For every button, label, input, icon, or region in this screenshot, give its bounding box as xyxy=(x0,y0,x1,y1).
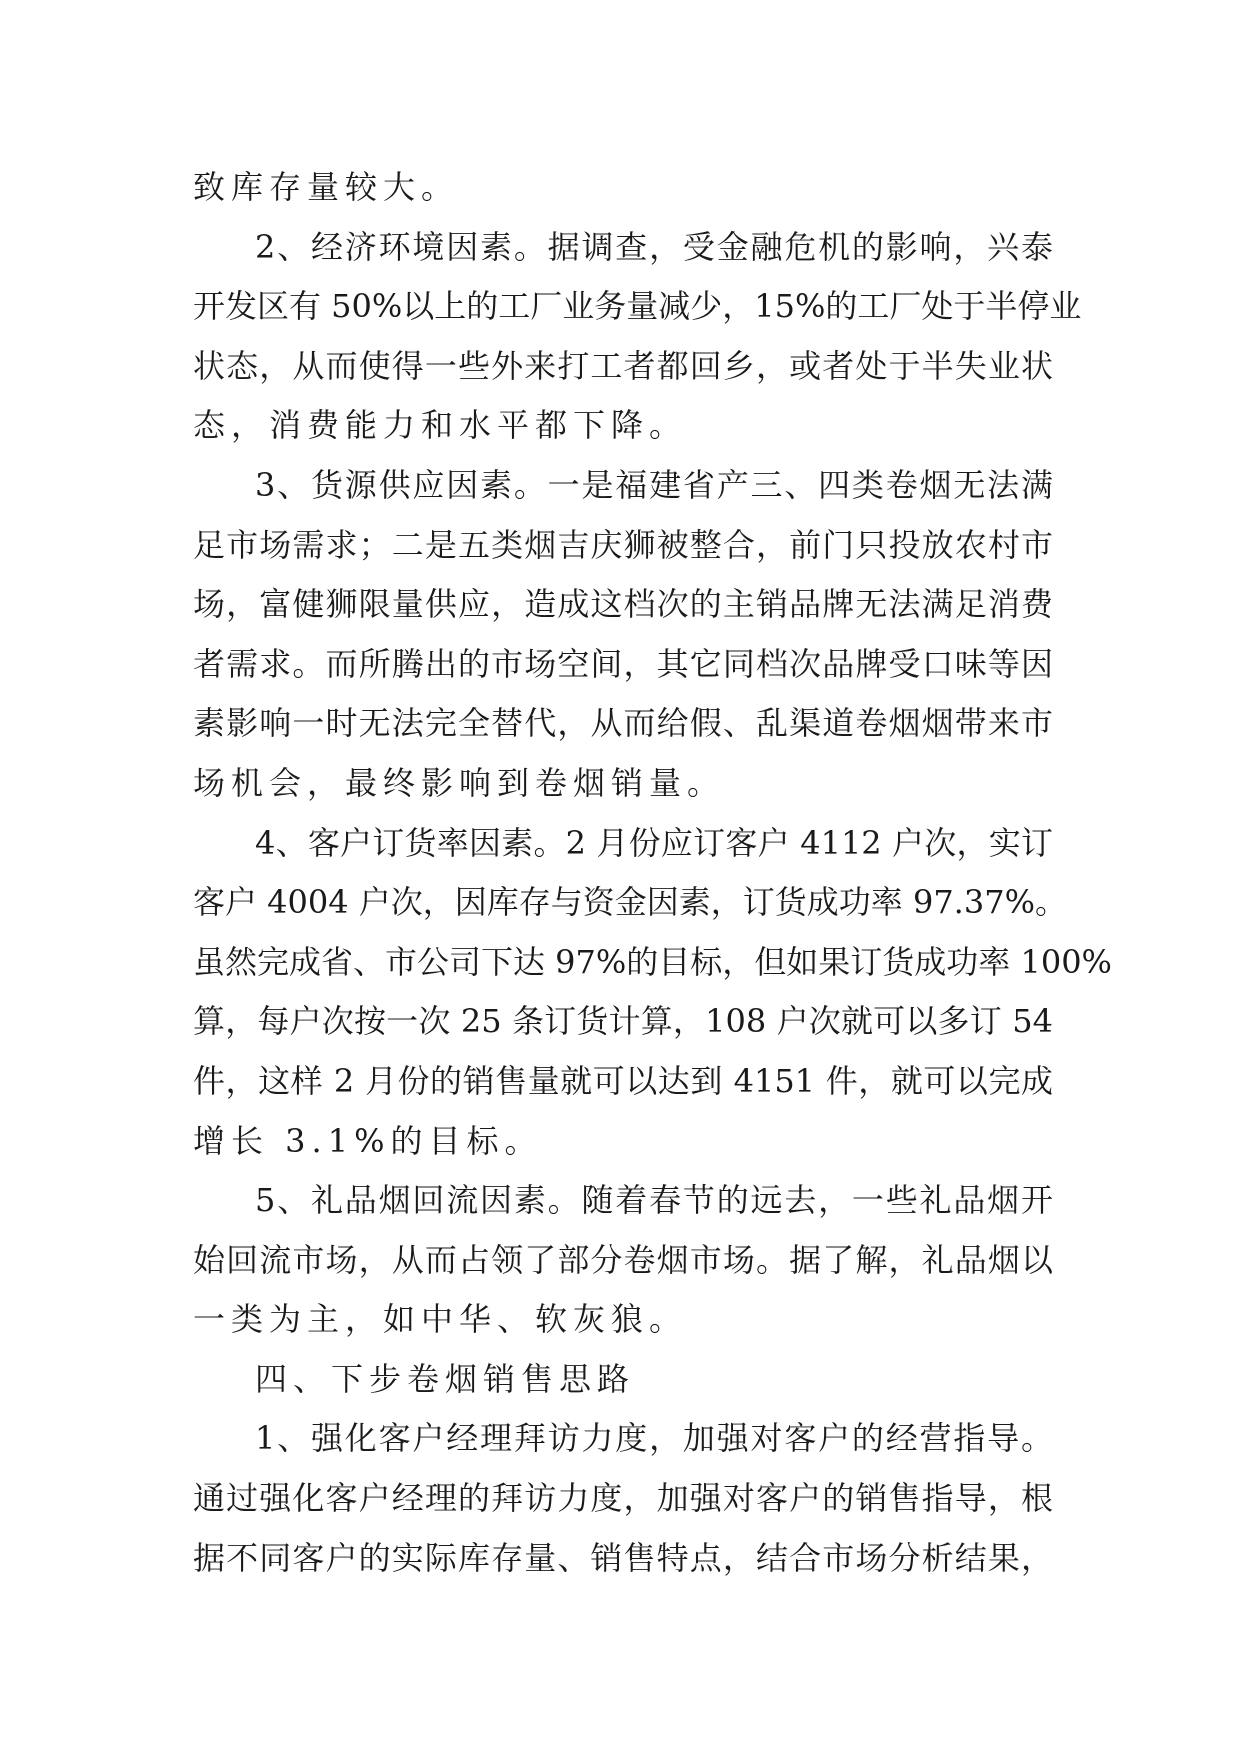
paragraph-start-line: 3、货源供应因素。一是福建省产三、四类卷烟无法满 xyxy=(255,465,1053,504)
text-line: 客户 4004 户次，因库存与资金因素，订货成功率 97.37%。 xyxy=(193,883,1067,922)
text-line: 开发区有 50%以上的工厂业务量减少，15%的工厂处于半停业 xyxy=(193,287,1082,326)
text-line: 状态，从而使得一些外来打工者都回乡，或者处于半失业状 xyxy=(193,346,1053,385)
paragraph-start-line: 4、客户订货率因素。2 月份应订客户 4112 户次，实订 xyxy=(255,823,1053,862)
section-heading: 四、下步卷烟销售思路 xyxy=(255,1359,636,1398)
text-line: 虽然完成省、市公司下达 97%的目标，但如果订货成功率 100% xyxy=(193,942,1112,981)
text-line: 算，每户次按一次 25 条订货计算，108 户次就可以多订 54 xyxy=(193,1002,1053,1041)
paragraph-start-line: 2、经济环境因素。据调查，受金融危机的影响，兴泰 xyxy=(255,227,1053,266)
text-line: 件，这样 2 月份的销售量就可以达到 4151 件，就可以完成 xyxy=(193,1061,1053,1100)
text-line: 通过强化客户经理的拜访力度，加强对客户的销售指导，根 xyxy=(193,1479,1053,1518)
paragraph-start-line: 1、强化客户经理拜访力度，加强对客户的经营指导。 xyxy=(255,1419,1053,1458)
text-line: 者需求。而所腾出的市场空间，其它同档次品牌受口味等因 xyxy=(193,644,1053,683)
document-body xyxy=(193,158,1112,1588)
text-line: 据不同客户的实际库存量、销售特点，结合市场分析结果， xyxy=(193,1538,1053,1577)
text-line: 场，富健狮限量供应，造成这档次的主销品牌无法满足消费 xyxy=(193,585,1053,624)
text-line: 足市场需求；二是五类烟吉庆狮被整合，前门只投放农村市 xyxy=(193,525,1053,564)
text-line: 增长 3.1%的目标。 xyxy=(193,1121,543,1160)
text-line: 一类为主，如中华、软灰狼。 xyxy=(193,1300,688,1339)
paragraph-start-line: 5、礼品烟回流因素。随着春节的远去，一些礼品烟开 xyxy=(255,1181,1053,1220)
text-line: 场机会，最终影响到卷烟销量。 xyxy=(193,763,726,802)
text-line: 始回流市场，从而占领了部分卷烟市场。据了解，礼品烟以 xyxy=(193,1240,1053,1279)
text-line: 态，消费能力和水平都下降。 xyxy=(193,406,688,445)
text-line: 致库存量较大。 xyxy=(193,168,460,206)
text-line: 素影响一时无法完全替代，从而给假、乱渠道卷烟烟带来市 xyxy=(193,704,1053,743)
